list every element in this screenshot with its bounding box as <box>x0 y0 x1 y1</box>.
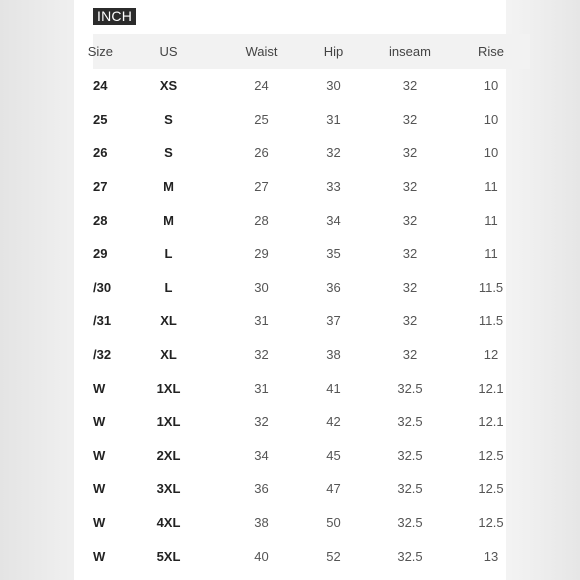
cell-size: /32 <box>93 347 112 363</box>
header-us: US <box>159 44 178 59</box>
cell-inseam: 32 <box>402 111 418 127</box>
cell-rise: 10 <box>483 111 499 127</box>
cell-waist: 31 <box>254 313 269 329</box>
cell-waist: 32 <box>254 347 269 363</box>
table-row <box>93 405 530 439</box>
cell-rise: 11.5 <box>478 279 504 295</box>
cell-waist: 28 <box>254 212 269 228</box>
cell-inseam: 32.5 <box>397 548 423 564</box>
cell-size: W <box>93 548 106 564</box>
cell-hip: 47 <box>326 481 341 497</box>
cell-size: 25 <box>93 111 108 127</box>
cell-us: XL <box>160 313 177 329</box>
cell-inseam: 32 <box>402 179 418 195</box>
cell-waist: 26 <box>254 145 269 161</box>
cell-hip: 31 <box>326 111 341 127</box>
table-row <box>93 539 530 573</box>
cell-size: W <box>93 447 106 463</box>
cell-inseam: 32.5 <box>397 447 423 463</box>
cell-waist: 24 <box>254 78 269 94</box>
cell-us: 2XL <box>156 447 181 463</box>
cell-waist: 32 <box>254 414 269 430</box>
cell-inseam: 32 <box>402 212 418 228</box>
cell-hip: 50 <box>326 515 341 531</box>
cell-size: W <box>93 481 106 497</box>
cell-hip: 37 <box>326 313 341 329</box>
cell-hip: 38 <box>326 347 341 363</box>
cell-size: W <box>93 515 106 531</box>
header-hip: Hip <box>323 44 344 59</box>
cell-us: M <box>163 212 174 228</box>
header-rise: Rise <box>477 44 504 59</box>
cell-inseam: 32 <box>402 313 418 329</box>
cell-us: L <box>164 246 173 262</box>
cell-waist: 40 <box>254 548 269 564</box>
table-row <box>93 304 530 338</box>
table-header-row <box>93 34 530 69</box>
table-row <box>93 69 530 103</box>
cell-inseam: 32 <box>402 78 418 94</box>
cell-hip: 45 <box>326 447 341 463</box>
cell-hip: 30 <box>326 78 341 94</box>
header-size: Size <box>87 44 113 59</box>
cell-size: 28 <box>93 212 108 228</box>
cell-waist: 36 <box>254 481 269 497</box>
cell-size: /30 <box>93 279 112 295</box>
cell-size: W <box>93 414 106 430</box>
cell-hip: 41 <box>326 380 341 396</box>
cell-waist: 31 <box>254 380 269 396</box>
table-row <box>93 472 530 506</box>
cell-rise: 12.1 <box>478 380 504 396</box>
cell-size: 27 <box>93 179 108 195</box>
header-waist: Waist <box>245 44 278 59</box>
cell-inseam: 32.5 <box>397 515 423 531</box>
cell-size: 24 <box>93 78 108 94</box>
cell-hip: 33 <box>326 179 341 195</box>
cell-rise: 12 <box>483 347 499 363</box>
cell-rise: 10 <box>483 78 499 94</box>
cell-us: XL <box>160 347 177 363</box>
table-row <box>93 338 530 372</box>
cell-rise: 13 <box>483 548 499 564</box>
header-inseam: inseam <box>389 44 431 59</box>
cell-us: 1XL <box>156 380 181 396</box>
cell-rise: 11 <box>484 246 498 262</box>
cell-hip: 36 <box>326 279 341 295</box>
cell-us: 3XL <box>156 481 181 497</box>
cell-rise: 11 <box>484 179 498 195</box>
table-row <box>93 103 530 137</box>
size-chart-table <box>87 34 530 573</box>
table-row <box>93 271 530 305</box>
cell-hip: 32 <box>326 145 341 161</box>
cell-us: M <box>163 179 174 195</box>
cell-rise: 11.5 <box>478 313 504 329</box>
cell-us: L <box>164 279 173 295</box>
cell-waist: 29 <box>254 246 269 262</box>
cell-waist: 34 <box>254 447 269 463</box>
table-row <box>93 439 530 473</box>
cell-waist: 30 <box>254 279 269 295</box>
table-row <box>93 203 530 237</box>
cell-hip: 34 <box>326 212 341 228</box>
cell-waist: 38 <box>254 515 269 531</box>
cell-inseam: 32 <box>402 246 418 262</box>
cell-size: /31 <box>93 313 112 329</box>
cell-rise: 12.5 <box>478 447 504 463</box>
cell-size: 29 <box>93 246 108 262</box>
cell-inseam: 32 <box>402 347 418 363</box>
cell-inseam: 32 <box>402 145 418 161</box>
cell-waist: 27 <box>254 179 269 195</box>
table-row <box>93 170 530 204</box>
table-row <box>93 371 530 405</box>
cell-hip: 52 <box>326 548 341 564</box>
cell-inseam: 32.5 <box>397 380 423 396</box>
cell-us: 5XL <box>156 548 181 564</box>
unit-label-badge: INCH <box>93 8 136 25</box>
cell-rise: 12.1 <box>478 414 504 430</box>
cell-us: S <box>164 145 173 161</box>
cell-hip: 35 <box>326 246 341 262</box>
cell-inseam: 32 <box>402 279 418 295</box>
cell-size: W <box>93 380 106 396</box>
cell-us: XS <box>159 78 178 94</box>
cell-hip: 42 <box>326 414 341 430</box>
cell-rise: 12.5 <box>478 515 504 531</box>
cell-us: 1XL <box>156 414 181 430</box>
table-row <box>93 506 530 540</box>
cell-waist: 25 <box>254 111 269 127</box>
cell-size: 26 <box>93 145 108 161</box>
cell-inseam: 32.5 <box>397 414 423 430</box>
table-body <box>93 69 530 573</box>
cell-inseam: 32.5 <box>397 481 423 497</box>
cell-rise: 11 <box>484 212 498 228</box>
cell-rise: 10 <box>483 145 499 161</box>
size-chart-sheet <box>74 0 506 580</box>
table-row <box>93 136 530 170</box>
cell-us: S <box>164 111 173 127</box>
cell-us: 4XL <box>156 515 181 531</box>
cell-rise: 12.5 <box>478 481 504 497</box>
table-row <box>93 237 530 271</box>
